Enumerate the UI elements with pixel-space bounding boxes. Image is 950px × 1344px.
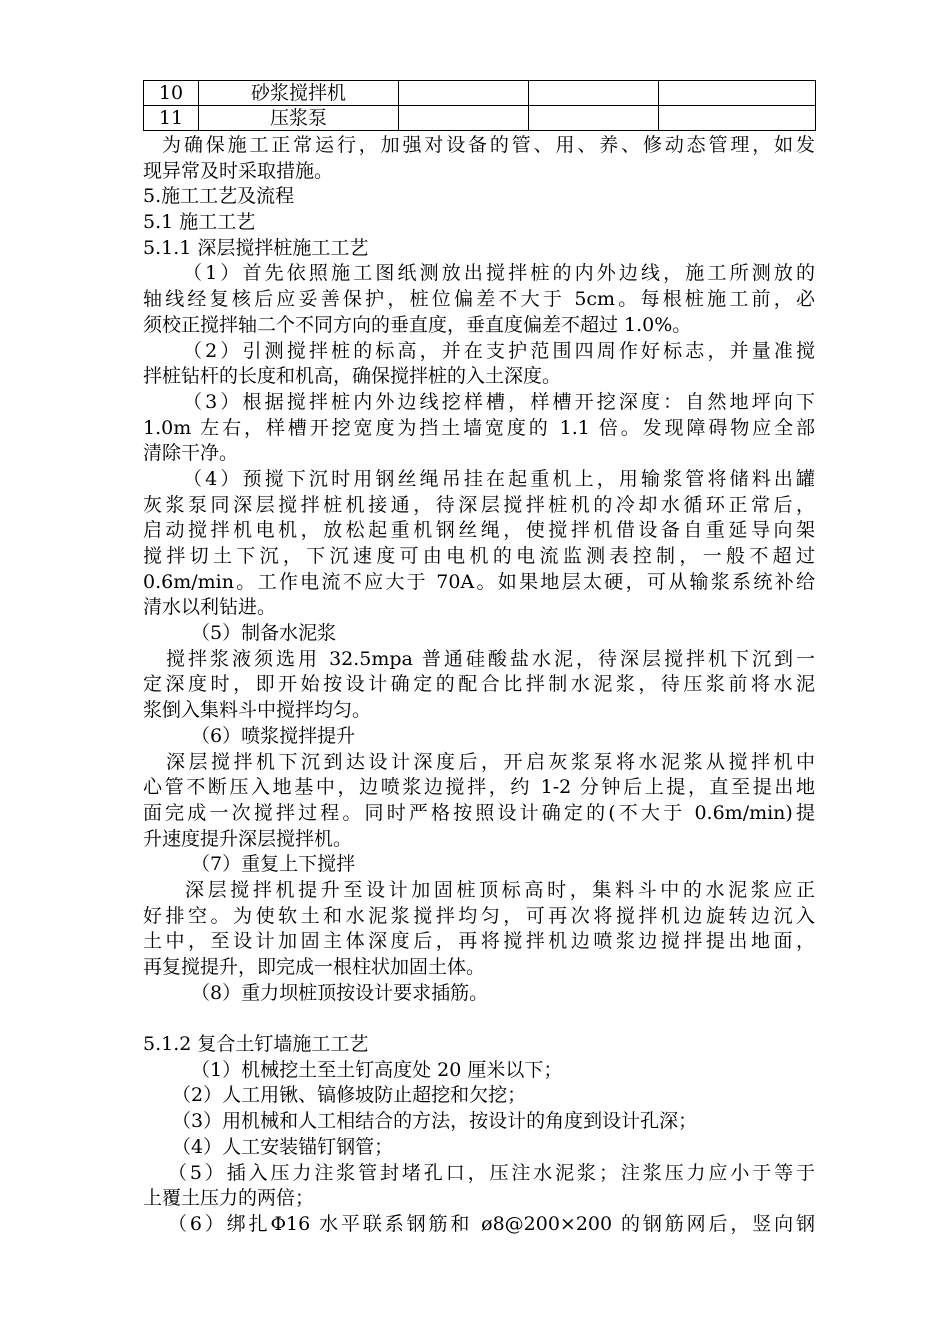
equipment-name: 压浆泵 — [199, 106, 399, 131]
text-line: 清水以利钻进。 — [143, 596, 277, 619]
table-cell — [399, 106, 529, 131]
text-line: 须校正搅拌轴二个不同方向的垂直度，垂直度偏差不超过 1.0%。 — [143, 313, 692, 336]
text-line: 深层搅拌机下沉到达设计深度后，开启灰浆泵将水泥浆从搅拌机中 — [166, 750, 815, 773]
text-line: 好排空。为使软土和水泥浆搅拌均匀，可再次将搅拌机边旋转边沉入 — [143, 904, 815, 927]
list-item: （1）机械挖土至土钉高度处 20 厘米以下； — [191, 1058, 563, 1081]
row-number: 10 — [144, 81, 199, 106]
section-heading: 5.1.2 复合土钉墙施工工艺 — [143, 1033, 369, 1056]
text-line: （3）根据搅拌桩内外边线挖样槽，样槽开挖深度：自然地坪向下 — [183, 390, 815, 413]
text-line: （8）重力坝桩顶按设计要求插筋。 — [191, 981, 489, 1004]
row-number: 11 — [144, 106, 199, 131]
text-line: （1）首先依照施工图纸测放出搅拌桩的内外边线，施工所测放的 — [183, 262, 815, 285]
text-line: 轴线经复核后应妥善保护，桩位偏差不大于 5cm。每根桩施工前，必 — [143, 288, 815, 311]
text-line: 升速度提升深层搅拌机。 — [143, 827, 353, 850]
table-cell — [659, 81, 816, 106]
list-item: （2）人工用锹、镐修坡防止超挖和欠挖； — [172, 1084, 527, 1107]
list-item: （6）绑扎Φ16 水平联系钢筋和 ø8@200×200 的钢筋网后，竖向钢 — [168, 1212, 815, 1235]
section-heading: 5.1.1 深层搅拌桩施工工艺 — [143, 236, 369, 259]
text-line: 上覆土压力的两倍； — [143, 1187, 315, 1210]
text-line: 深层搅拌机提升至设计加固桩顶标高时，集料斗中的水泥浆应正 — [185, 878, 815, 901]
list-item: （3）用机械和人工相结合的方法，按设计的角度到设计孔深； — [172, 1110, 698, 1133]
list-item: （5）插入压力注浆管封堵孔口，压注水泥浆；注浆压力应小于等于 — [168, 1161, 815, 1184]
text-line: 浆倒入集料斗中搅拌均匀。 — [143, 699, 372, 722]
text-line: 心管不断压入地基中，边喷浆边搅拌，约 1-2 分钟后上提，直至提出地 — [143, 776, 815, 799]
table-cell — [529, 106, 659, 131]
text-line: 清除干净。 — [143, 442, 239, 465]
text-line: 搅拌切土下沉，下沉速度可由电机的电流监测表控制，一般不超过 — [143, 545, 815, 567]
text-line: 拌桩钻杆的长度和机高，确保搅拌桩的入土深度。 — [143, 365, 562, 388]
subheading: （6）喷浆搅拌提升 — [191, 724, 356, 747]
table-row — [144, 106, 816, 131]
text-line: 搅拌浆液须选用 32.5mpa 普通硅酸盐水泥，待深层搅拌机下沉到一 — [166, 647, 815, 670]
text-line: （4）预搅下沉时用钢丝绳吊挂在起重机上，用输浆管将储料出罐 — [183, 467, 815, 490]
table-cell — [659, 106, 816, 131]
equipment-table — [143, 80, 816, 131]
blank-line — [143, 1006, 815, 1032]
table-row — [144, 81, 816, 106]
document-page — [143, 80, 815, 1238]
text-line: 面完成一次搅拌过程。同时严格按照设计确定的(不大于 0.6m/min)提 — [143, 801, 815, 824]
subheading: （5）制备水泥浆 — [191, 622, 337, 645]
table-cell — [529, 81, 659, 106]
subheading: （7）重复上下搅拌 — [191, 853, 356, 876]
list-item: （4）人工安装锚钉钢管； — [172, 1135, 394, 1158]
body-text — [143, 133, 815, 1238]
text-line: 启动搅拌机电机，放松起重机钢丝绳，使搅拌机借设备自重延导向架 — [143, 519, 815, 542]
equipment-name: 砂浆搅拌机 — [199, 81, 399, 106]
text-line: 土中，至设计加固主体深度后，再将搅拌机边喷浆边搅拌提出地面， — [143, 930, 815, 953]
table-cell — [399, 81, 529, 106]
text-line: （2）引测搅拌桩的标高，并在支护范围四周作好标志，并量准搅 — [183, 339, 815, 362]
section-heading: 5.施工工艺及流程 — [143, 185, 295, 208]
text-line: 为确保施工正常运行，加强对设备的管、用、养、修动态管理，如发 — [162, 134, 815, 156]
text-line: 0.6m/min。工作电流不应大于 70A。如果地层太硬，可从输浆系统补给 — [143, 570, 815, 593]
text-line: 灰浆泵同深层搅拌桩机接通，待深层搅拌桩机的冷却水循环正常后， — [143, 493, 815, 516]
text-line: 现异常及时采取措施。 — [143, 159, 334, 182]
section-heading: 5.1 施工工艺 — [143, 211, 256, 234]
text-line: 定深度时，即开始按设计确定的配合比拌制水泥浆，待压浆前将水泥 — [143, 673, 815, 696]
text-line: 1.0m 左右，样槽开挖宽度为挡土墙宽度的 1.1 倍。发现障碍物应全部 — [143, 416, 815, 439]
text-line: 再复搅提升，即完成一根柱状加固土体。 — [143, 956, 486, 978]
